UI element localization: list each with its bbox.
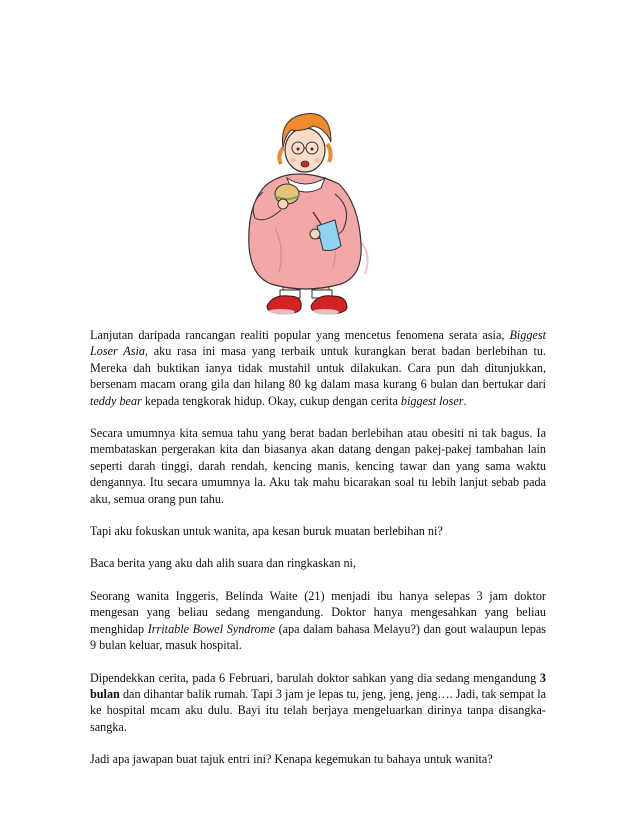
- paragraph-closing-question: Jadi apa jawapan buat tajuk entri ini? Kenapa kegemukan tu bahaya untuk wanita?: [90, 752, 493, 767]
- text-segment: .: [463, 393, 467, 408]
- show-title-italic: Biggest Loser Asia: [90, 328, 546, 359]
- paragraph-intro: [90, 327, 546, 409]
- text-segment: , aku rasa ini masa yang terbaik untuk kurangkan berat badan berlebihan tu. Mereka dah buktikan ianya tidak mustahil untuk dilakukan. Cara pun dah ditunjukkan, bersenam macam orang gila dan hilang 80 kg dalam masa kurang 6 bulan dan bertukar dari: [90, 344, 546, 392]
- teddy-bear-italic: teddy bear: [90, 393, 142, 408]
- paragraph-obesity: Secara umumnya kita semua tahu yang berat badan berlebihan atau obesiti ni tak bagus. Ia membataskan pergerakan kita dan biasanya akan datang dengan pakej-pakej tambahan lain seperti darah tinggi, darah rendah, kencing manis, kencing tawar dan yang sama waktu dengannya. Itu secara umumnya la. Aku tak mahu bicarakan soal tu lebih lanjut sebab pada aku, semua orang pun tahu.: [90, 426, 546, 506]
- duration-bold: 3 bulan: [90, 670, 546, 701]
- paragraph-focus-women: Tapi aku fokuskan untuk wanita, apa kesan buruk muatan berlebihan ni?: [90, 524, 443, 539]
- paragraph-news-story: [90, 588, 546, 654]
- article-body: [90, 327, 546, 768]
- paragraph-news-continued: [90, 670, 546, 736]
- text-segment: (apa dalam bahasa Melayu?) dan gout walaupun lepas 9 bulan keluar, masuk hospital.: [90, 621, 546, 653]
- mouth: [301, 161, 309, 167]
- text-segment: kepada tengkorak hidup. Okay, cukup dengan cerita: [141, 393, 401, 408]
- text-segment: Lanjutan daripada rancangan realiti popular yang mencetus fenomena serata asia,: [90, 328, 510, 342]
- text-segment: Seorang wanita Inggeris, Belinda Waite (21) menjadi ibu hanya selepas 3 jam doktor mengesan yang beliau sedang mengandung. Doktor hanya mengesahkan yang beliau menghidap: [90, 588, 546, 636]
- biggest-loser-italic: biggest loser: [400, 393, 464, 408]
- cartoon-woman-illustration: [225, 108, 385, 323]
- text-segment: dan dihantar balik rumah. Tapi 3 jam je lepas tu, jeng, jeng, jeng…. Jadi, tak sempat la ke hospital mcam aku dulu. Bayi itu telah berjaya mengeluarkan dirinya tanpa disangka-sangka.: [90, 686, 546, 734]
- paragraph-news-intro: Baca berita yang aku dah alih suara dan ringkaskan ni,: [90, 556, 356, 571]
- syndrome-italic: Irritable Bowel Syndrome: [147, 621, 275, 636]
- text-segment: Dipendekkan cerita, pada 6 Februari, barulah doktor sahkan yang dia sedang mengandung: [90, 670, 540, 685]
